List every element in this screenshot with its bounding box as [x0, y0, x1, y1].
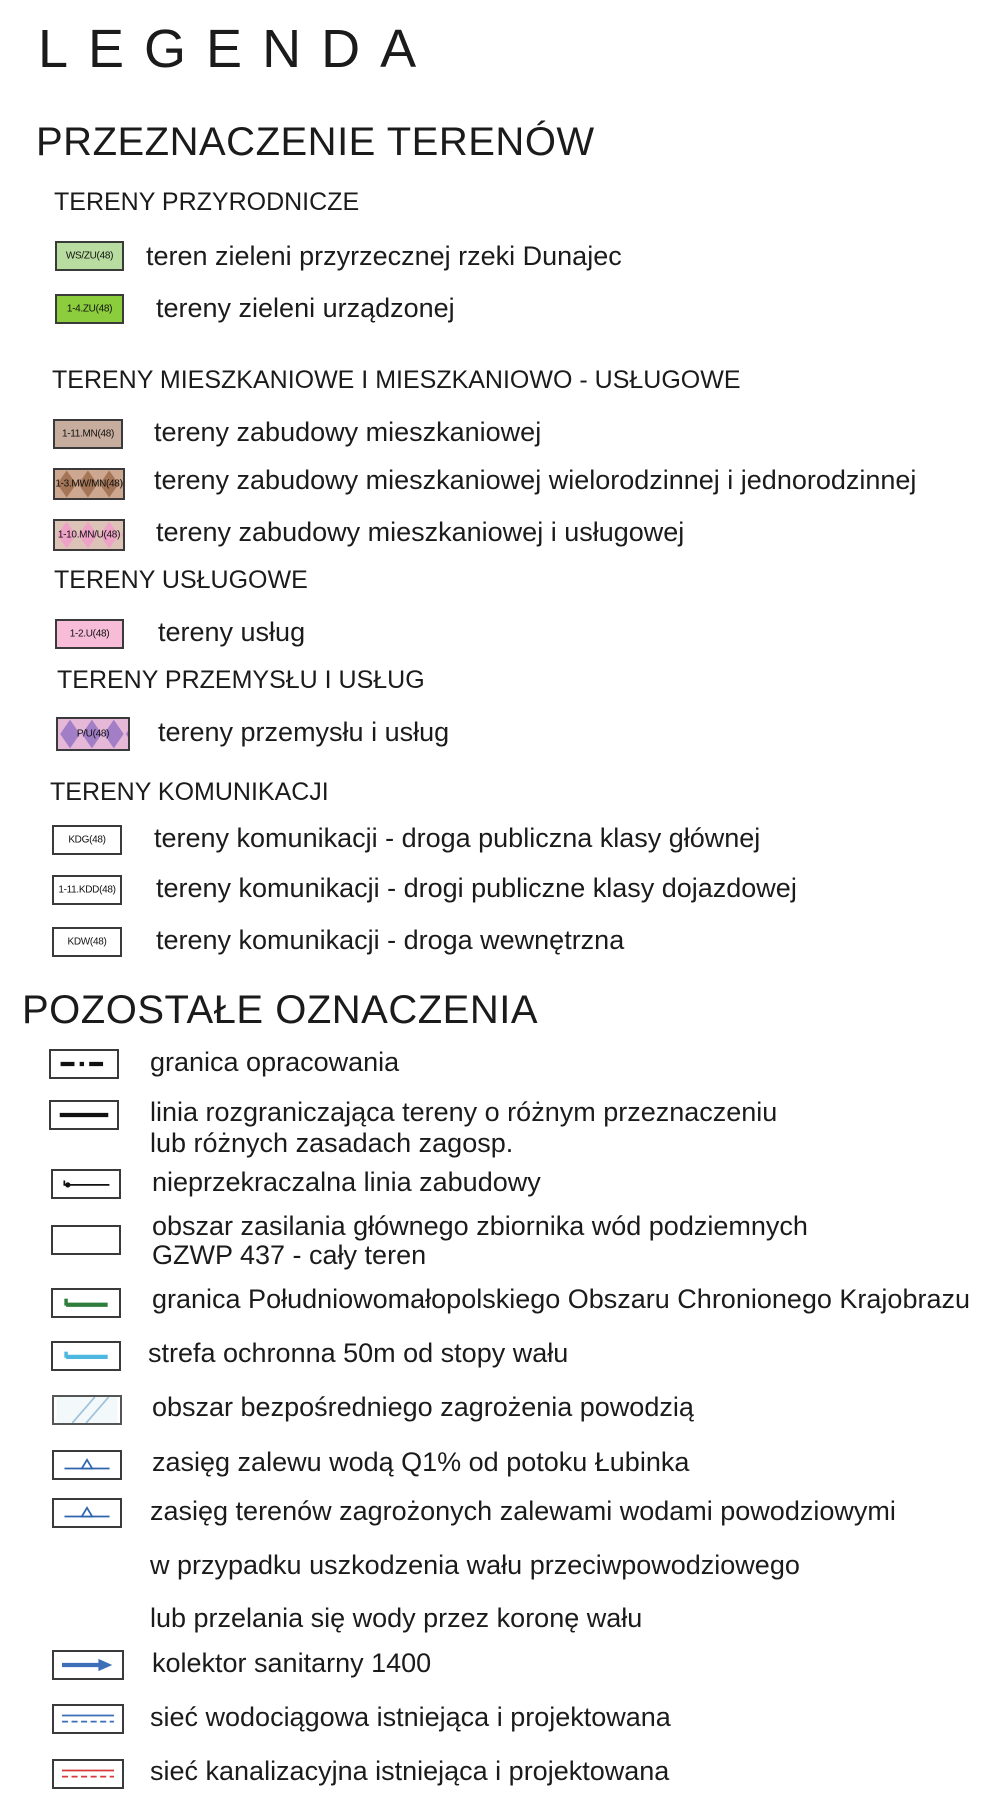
legend-label: tereny przemysłu i usług	[158, 717, 450, 747]
group-heading-residential: TERENY MIESZKANIOWE I MIESZKANIOWO - USŁUGOWE	[52, 366, 741, 394]
arrow-line-icon	[52, 1650, 124, 1680]
empty-box-icon	[51, 1225, 121, 1255]
legend-label: linia rozgraniczająca tereny o różnym przeznaczeniu	[150, 1097, 778, 1127]
legend-label: strefa ochronna 50m od stopy wału	[148, 1338, 569, 1368]
legend-swatch-kdd	[52, 875, 122, 905]
legend-label-continued: GZWP 437 - cały teren	[152, 1240, 427, 1270]
zone-code: KDG(48)	[68, 834, 106, 846]
section-heading-land-use: PRZEZNACZENIE TERENÓW	[36, 120, 595, 164]
legend-label: tereny komunikacji - droga wewnętrzna	[156, 925, 625, 955]
legend-label: obszar bezpośredniego zagrożenia powodzią	[152, 1392, 694, 1422]
flood-hatch-icon	[52, 1395, 122, 1425]
legend-label: tereny komunikacji - drogi publiczne klasy dojazdowej	[156, 873, 797, 903]
legend-label: zasięg terenów zagrożonych zalewami wodami powodziowymi	[150, 1496, 896, 1526]
legend-label: tereny komunikacji - droga publiczna klasy głównej	[154, 823, 761, 853]
solid-line-icon	[49, 1100, 119, 1130]
building-line-icon	[51, 1169, 121, 1199]
zone-code: KDW(48)	[67, 936, 107, 948]
section-heading-other: POZOSTAŁE OZNACZENIA	[22, 988, 538, 1032]
legend-label: granica Południowomałopolskiego Obszaru Chronionego Krajobrazu	[152, 1284, 970, 1314]
group-heading-services: TERENY USŁUGOWE	[54, 566, 308, 594]
cyan-zone-icon	[51, 1341, 121, 1371]
legend-swatch-zu	[55, 294, 124, 324]
legend-swatch-mn-u	[53, 519, 125, 551]
legend-label: nieprzekraczalna linia zabudowy	[152, 1167, 541, 1197]
red-dashed-icon	[52, 1759, 124, 1789]
group-heading-industry: TERENY PRZEMYSŁU I USŁUG	[57, 666, 425, 694]
zone-code: 1-11.MN(48)	[61, 428, 115, 440]
legend-label: teren zieleni przyrzecznej rzeki Dunajec	[146, 241, 622, 271]
legend-label: tereny zieleni urządzonej	[156, 293, 455, 323]
legend-label: tereny zabudowy mieszkaniowej i usługowej	[156, 517, 685, 547]
legend-swatch-kdg	[52, 825, 122, 855]
legend-label: sieć wodociągowa istniejąca i projektowana	[150, 1702, 671, 1732]
legend-swatch-kdw	[52, 927, 122, 957]
group-heading-nature: TERENY PRZYRODNICZE	[54, 188, 360, 216]
legend-swatch-mw-mn	[53, 468, 125, 500]
blue-dashed-icon	[52, 1704, 124, 1734]
legend-label: tereny zabudowy mieszkaniowej	[154, 417, 542, 447]
triangle-line-icon	[52, 1450, 122, 1480]
legend-label: tereny usług	[158, 617, 306, 647]
green-boundary-icon	[51, 1288, 121, 1318]
zone-code: 1-11.KDD(48)	[58, 884, 116, 896]
legend-swatch-u	[55, 619, 124, 649]
triangle-line-icon	[52, 1498, 122, 1528]
legend-label: sieć kanalizacyjna istniejąca i projektowana	[150, 1756, 670, 1786]
zone-code: WS/ZU(48)	[65, 250, 114, 262]
zone-code: 1-10.MN/U(48)	[57, 529, 121, 541]
dash-dot-line-icon	[49, 1049, 119, 1079]
legend-label: kolektor sanitarny 1400	[152, 1648, 432, 1678]
zone-code: P/U(48)	[76, 728, 110, 740]
legend-label-continued: w przypadku uszkodzenia wału przeciwpowodziowego	[150, 1550, 800, 1580]
legend-title: LEGENDA	[38, 19, 437, 79]
legend-label: granica opracowania	[150, 1047, 400, 1077]
group-heading-transport: TERENY KOMUNIKACJI	[50, 778, 329, 806]
legend-label-continued: lub różnych zasadach zagosp.	[150, 1128, 514, 1158]
zone-code: 1-4.ZU(48)	[66, 303, 113, 315]
zone-code: 1-2.U(48)	[69, 628, 110, 640]
legend-label-continued: lub przelania się wody przez koronę wału	[150, 1603, 643, 1633]
legend-swatch-p-u	[56, 717, 130, 751]
legend-label: obszar zasilania głównego zbiornika wód podziemnych	[152, 1211, 808, 1241]
legend-swatch-ws-zu	[55, 241, 124, 271]
legend-label: zasięg zalewu wodą Q1% od potoku Łubinka	[152, 1447, 690, 1477]
zone-code: 1-3.MW/MN(48)	[55, 478, 123, 490]
legend-label: tereny zabudowy mieszkaniowej wielorodzinnej i jednorodzinnej	[154, 465, 917, 495]
legend-swatch-mn	[53, 419, 123, 449]
